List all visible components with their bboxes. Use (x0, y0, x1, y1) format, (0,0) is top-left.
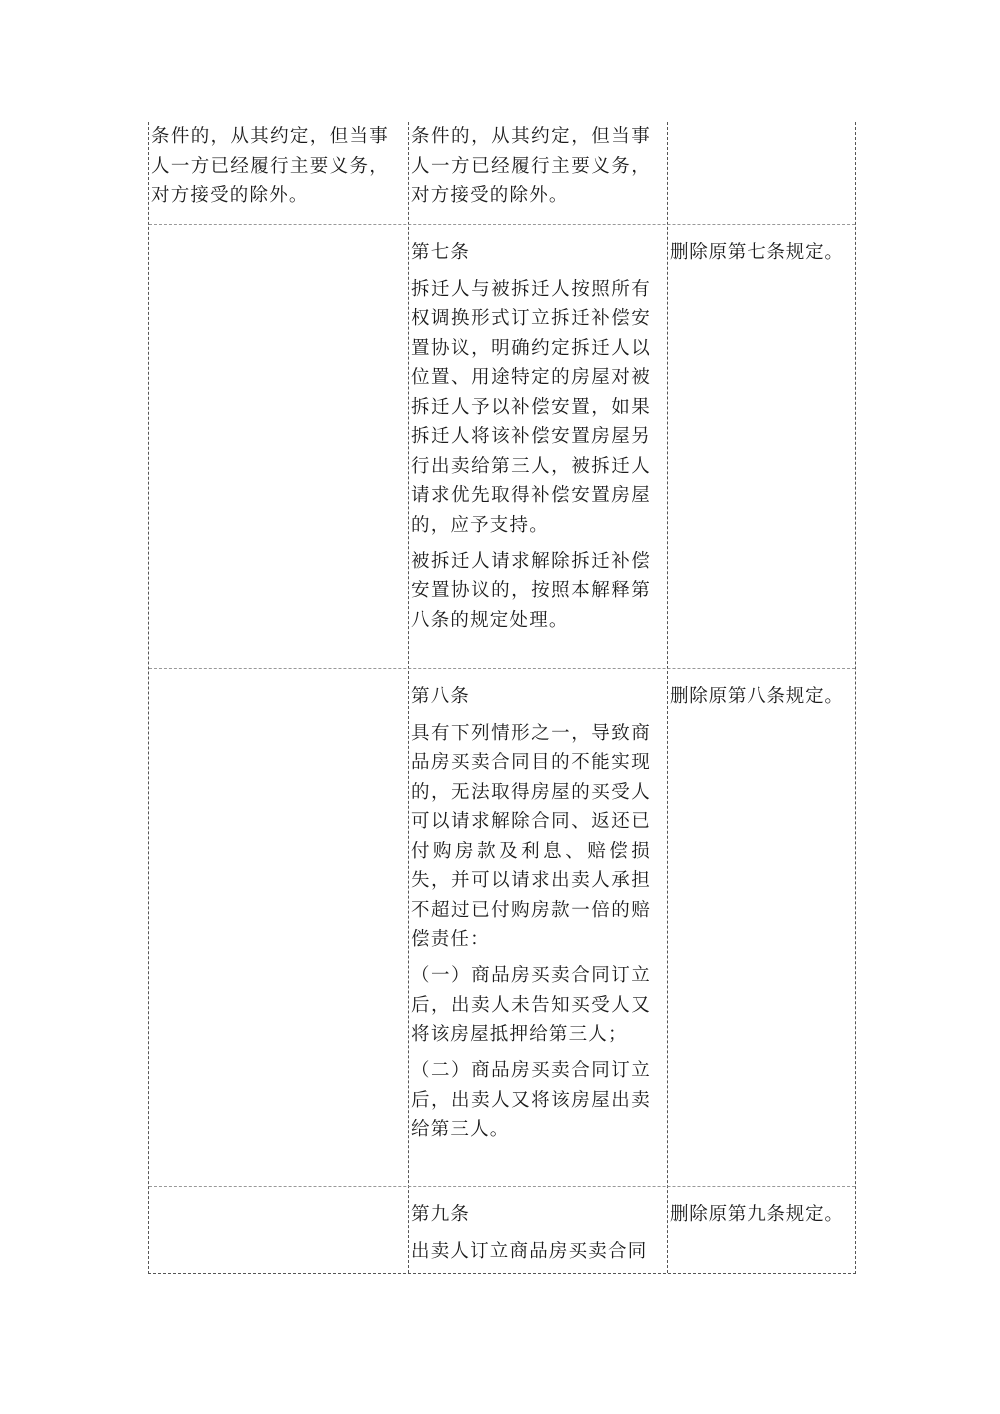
comparison-table (148, 122, 856, 1274)
row-divider (149, 224, 855, 225)
original-text-cell (151, 122, 389, 211)
row-divider (149, 1186, 855, 1187)
original-paragraph: 条件的，从其约定，但当事人一方已经履行主要义务，对方接受的除外。 (151, 126, 389, 206)
article-heading: 第九条 (411, 1204, 471, 1225)
note-text: 删除原第九条规定。 (670, 1204, 844, 1225)
note-cell (670, 238, 855, 268)
revised-paragraph: （一）商品房买卖合同订立后，出卖人未告知买受人又将该房屋抵押给第三人； (411, 965, 651, 1045)
row-divider (149, 668, 855, 669)
revised-text-cell (411, 122, 651, 211)
revised-paragraph: （二）商品房买卖合同订立后，出卖人又将该房屋出卖给第三人。 (411, 1060, 651, 1140)
column-divider (667, 122, 668, 1273)
revised-paragraph: 被拆迁人请求解除拆迁补偿安置协议的，按照本解释第八条的规定处理。 (411, 550, 651, 631)
revised-text-cell (411, 238, 651, 635)
revised-paragraph: 具有下列情形之一，导致商品房买卖合同目的不能实现的，无法取得房屋的买受人可以请求解除合同、返还已付购房款及利息、赔偿损失，并可以请求出卖人承担不超过已付购房款一倍的赔偿责任： (411, 722, 651, 950)
revised-paragraph: 拆迁人与被拆迁人按照所有权调换形式订立拆迁补偿安置协议，明确约定拆迁人以位置、用途特定的房屋对被拆迁人予以补偿安置，如果拆迁人将该补偿安置房屋另行出卖给第三人，被拆迁人请求优先取得补偿安置房屋的，应予支持。 (411, 278, 651, 536)
note-text: 删除原第七条规定。 (670, 242, 844, 263)
note-text: 删除原第八条规定。 (670, 686, 844, 707)
revised-paragraph: 出卖人订立商品房买卖合同 (411, 1240, 648, 1262)
article-heading: 第七条 (411, 242, 471, 263)
revised-text-cell (411, 682, 651, 1145)
column-divider (408, 122, 409, 1273)
revised-paragraph: 条件的，从其约定，但当事人一方已经履行主要义务，对方接受的除外。 (411, 126, 651, 206)
note-cell (670, 682, 855, 712)
note-cell (670, 1200, 855, 1230)
revised-text-cell (411, 1200, 651, 1266)
article-heading: 第八条 (411, 686, 471, 707)
